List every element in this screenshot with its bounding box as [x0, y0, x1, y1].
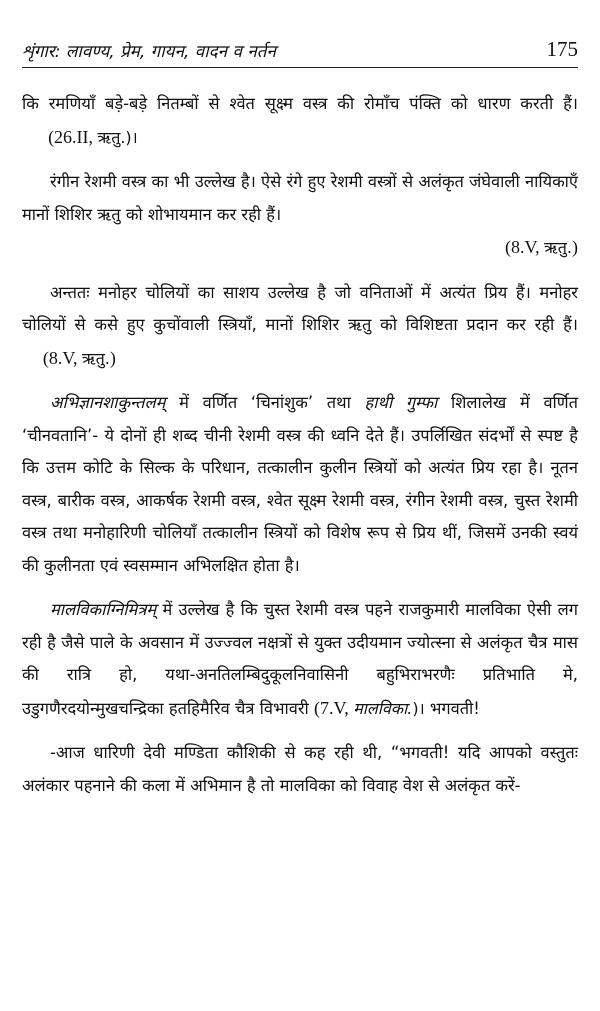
citation-2-line: [22, 231, 578, 265]
paragraph-1-text: कि रमणियाँ बड़े-बड़े नितम्बों से श्वेत सूक्ष्म वस्त्र की रोमाँच पंक्ति को धारण करती हैं।: [22, 94, 578, 113]
work-title-malavikagnimitram: मालविकाग्निमित्रम्: [50, 600, 157, 619]
paragraph-4: अभिज्ञानशाकुन्तलम् में वर्णित ‘चिनांशुक’ तथा हाथी गुम्फा शिलालेख में वर्णित ‘चीनवतानि’- ये दोनों ही शब्द चीनी रेशमी वस्त्र की ध्वनि देते हैं। उपर्लिखित संदर्भों से स्पष्ट है कि उत्तम कोटि के सिल्क के परिधान, तत्कालीन कुलीन स्त्रियों को अत्यंत प्रिय रहा है। नूतन वस्त्र, बारीक वस्त्र, आकर्षक रेशमी वस्त्र, श्वेत सूक्ष्म रेशमी वस्त्र, रंगीन रेशमी वस्त्र, चुस्त रेशमी वस्त्र तथा मनोहारिणी चोलियाँ तत्कालीन स्त्रियों को विशेष रूप से प्रिय थीं, जिसमें उनकी स्वयं की कुलीनता एवं स्वसम्मान अभिलक्षित होता है।: [22, 393, 578, 575]
body-text: [22, 88, 578, 802]
paragraph-6: [22, 737, 578, 802]
running-title: शृंगार: लावण्य, प्रेम, गायन, वादन व नर्तन: [22, 42, 276, 62]
paragraph-1: [22, 88, 578, 154]
paragraph-5: मालविकाग्निमित्रम् में उल्लेख है कि चुस्त रेशमी वस्त्र पहने राजकुमारी मालविका ऐसी लग रही है जैसे पाले के अवसान में उज्ज्वल नक्षत्रों से युक्त उदीयमान ज्योत्स्ना से अलंकृत चैत्र मास की रात्रि हो, यथा-अनतिलम्बिदुकूलनिवासिनी बहुभिराभरणैः प्रतिभाति मे, उडुगणैरदयोन्मुखचन्द्रिका हतहिमैरिव चैत्र विभावरी (7.V, मालविका.)। भगवती!: [22, 600, 578, 718]
citation-1: (26.II, ऋतु.)।: [48, 126, 138, 147]
page-header: [22, 26, 578, 68]
citation-3: (8.V, ऋतु.): [42, 347, 116, 368]
work-title-shakuntalam: अभिज्ञानशाकुन्तलम्: [50, 393, 166, 412]
paragraph-6-text: -आज धारिणी देवी मण्डिता कौशिकी से कह रही थी, “भगवती! यदि आपको वस्तुतः अलंकार पहनाने की कला में अभिमान है तो मालविका को विवाह वेश से अलंकृत करें-: [22, 743, 578, 795]
paragraph-3-text: अन्ततः मनोहर चोलियों का साशय उल्लेख है जो वनिताओं में अत्यंत प्रिय हैं। मनोहर चोलियों से कसे हुए कुचोंवाली स्त्रियाँ, मानों शिशिर ऋतु को विशिष्टता प्रदान कर रही हैं।: [22, 282, 578, 334]
paragraph-2-text: रंगीन रेशमी वस्त्र का भी उल्लेख है। ऐसे रंगे हुए रेशमी वस्त्रों से अलंकृत जंघेवाली नायिकाएँ मानों शिशिर ऋतु को शोभायमान कर रही हैं।: [22, 172, 578, 224]
inscription-name: हाथी गुम्फा: [364, 393, 438, 412]
citation-2: (8.V, ऋतु.): [504, 237, 578, 257]
page-number: 175: [546, 37, 578, 61]
citation-5: (7.V, मालविका.)।: [314, 697, 425, 718]
paragraph-3: [22, 277, 578, 376]
paragraph-2: [22, 166, 578, 231]
